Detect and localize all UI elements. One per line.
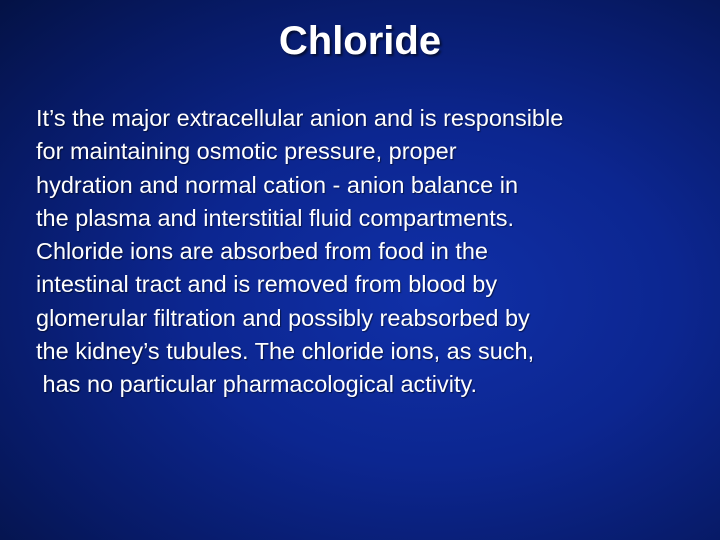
- body-line: has no particular pharmacological activity.: [36, 371, 478, 398]
- body-line: intestinal tract and is removed from blood by: [36, 271, 498, 298]
- body-line: the plasma and interstitial fluid compartments.: [36, 204, 515, 231]
- slide-body: [36, 102, 706, 402]
- body-line: for maintaining osmotic pressure, proper: [36, 138, 457, 165]
- body-line: hydration and normal cation - anion balance in: [36, 171, 519, 198]
- slide-title: Chloride: [278, 19, 442, 63]
- body-line: glomerular filtration and possibly reabsorbed by: [36, 304, 530, 331]
- body-line: It’s the major extracellular anion and is responsible: [36, 105, 564, 131]
- body-line: Chloride ions are absorbed from food in the: [36, 238, 488, 265]
- body-line: the kidney’s tubules. The chloride ions, as such,: [36, 338, 535, 365]
